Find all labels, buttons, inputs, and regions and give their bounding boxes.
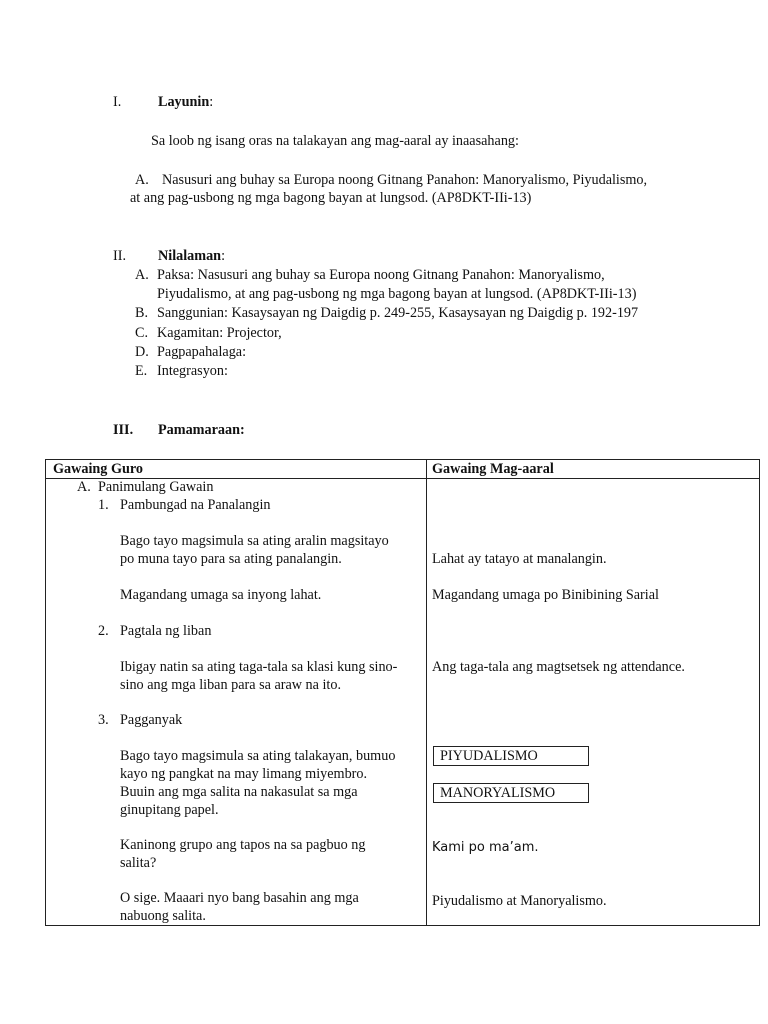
nilalaman-colon: : <box>221 248 226 264</box>
section-a-title: Panimulang Gawain <box>98 479 214 495</box>
step-2-number: 2. <box>98 623 109 639</box>
section-i-title <box>158 93 213 111</box>
greet-magaaral-text: Magandang umaga po Binibining Sarial <box>432 587 659 603</box>
pamamaraan-heading: Pamamaraan: <box>158 422 245 438</box>
nilalaman-item-text: Kagamitan: Projector, <box>157 325 282 341</box>
section-ii-numeral: II. <box>113 248 126 264</box>
header-gawaing-mag-aaral: Gawaing Mag-aaral <box>432 461 554 477</box>
word-box-manoryalismo: MANORYALISMO <box>433 783 589 803</box>
step-1-guro-text-cont: po muna tayo para sa ating panalangin. <box>120 551 342 567</box>
layunin-item-letter: A. <box>135 172 149 188</box>
greet-guro-text: Magandang umaga sa inyong lahat. <box>120 587 322 603</box>
layunin-colon: : <box>209 94 214 110</box>
step-2-guro-text: Ibigay natin sa ating taga-tala sa klasi kung sino- <box>120 659 398 675</box>
nilalaman-item-text: Paksa: Nasusuri ang buhay sa Europa noong Gitnang Panahon: Manoryalismo, <box>157 267 605 283</box>
step-3-title: Pagganyak <box>120 712 183 728</box>
step-3-guro-text-cont: kayo ng pangkat na may limang miyembro. <box>120 766 368 782</box>
section-iii-numeral: III. <box>113 422 134 438</box>
step-2-magaaral-text: Ang taga-tala ang magtsetsek ng attendance. <box>432 659 685 675</box>
step-1-number: 1. <box>98 497 109 513</box>
section-a-letter: A. <box>77 479 91 495</box>
step-3-guro-text: Bago tayo magsimula sa ating talakayan, bumuo <box>120 748 396 764</box>
question-2-magaaral-text: Piyudalismo at Manoryalismo. <box>432 893 607 909</box>
question-2-guro-text-cont: nabuong salita. <box>120 908 206 924</box>
layunin-item-line2: at ang pag-usbong ng mga bagong bayan at lungsod. (AP8DKT-IIi-13) <box>130 190 532 206</box>
nilalaman-item-letter: D. <box>135 344 149 360</box>
step-1-title: Pambungad na Panalangin <box>120 497 271 513</box>
procedure-table <box>45 459 760 926</box>
nilalaman-item-letter: E. <box>135 363 148 379</box>
step-3-guro-text-cont: Buuin ang mga salita na nakasulat sa mga <box>120 784 358 800</box>
nilalaman-item-letter: A. <box>135 267 149 283</box>
layunin-heading: Layunin <box>158 94 210 110</box>
step-3-guro-text-cont: ginupitang papel. <box>120 802 219 818</box>
nilalaman-item-letter: C. <box>135 325 149 341</box>
table-column-divider <box>426 460 427 925</box>
nilalaman-item-text: Pagpapahalaga: <box>157 344 247 360</box>
step-1-guro-text: Bago tayo magsimula sa ating aralin magsitayo <box>120 533 389 549</box>
word-box-piyudalismo: PIYUDALISMO <box>433 746 589 766</box>
question-2-guro-text: O sige. Maaari nyo bang basahin ang mga <box>120 890 359 906</box>
question-1-guro-text-cont: salita? <box>120 855 157 871</box>
nilalaman-item-text: Sanggunian: Kasaysayan ng Daigdig p. 249-255, Kasaysayan ng Daigdig p. 192-197 <box>157 305 639 321</box>
nilalaman-heading: Nilalaman <box>158 248 222 264</box>
nilalaman-item-text-cont: Piyudalismo, at ang pag-usbong ng mga bagong bayan at lungsod. (AP8DKT-IIi-13) <box>157 286 637 302</box>
section-i-numeral: I. <box>113 94 122 110</box>
nilalaman-item-text: Integrasyon: <box>157 363 228 379</box>
layunin-intro: Sa loob ng isang oras na talakayan ang mag-aaral ay inaasahang: <box>151 133 519 149</box>
section-ii-title <box>158 247 225 265</box>
layunin-item-line1: Nasusuri ang buhay sa Europa noong Gitnang Panahon: Manoryalismo, Piyudalismo, <box>162 172 648 188</box>
step-2-guro-text-cont: sino ang mga liban para sa araw na ito. <box>120 677 342 693</box>
step-1-magaaral-text: Lahat ay tatayo at manalangin. <box>432 551 607 567</box>
question-1-magaaral-text: Kami po ma’am. <box>432 840 539 855</box>
nilalaman-item-letter: B. <box>135 305 149 321</box>
step-3-number: 3. <box>98 712 109 728</box>
step-2-title: Pagtala ng liban <box>120 623 212 639</box>
question-1-guro-text: Kaninong grupo ang tapos na sa pagbuo ng <box>120 837 366 853</box>
header-gawaing-guro: Gawaing Guro <box>53 461 144 477</box>
